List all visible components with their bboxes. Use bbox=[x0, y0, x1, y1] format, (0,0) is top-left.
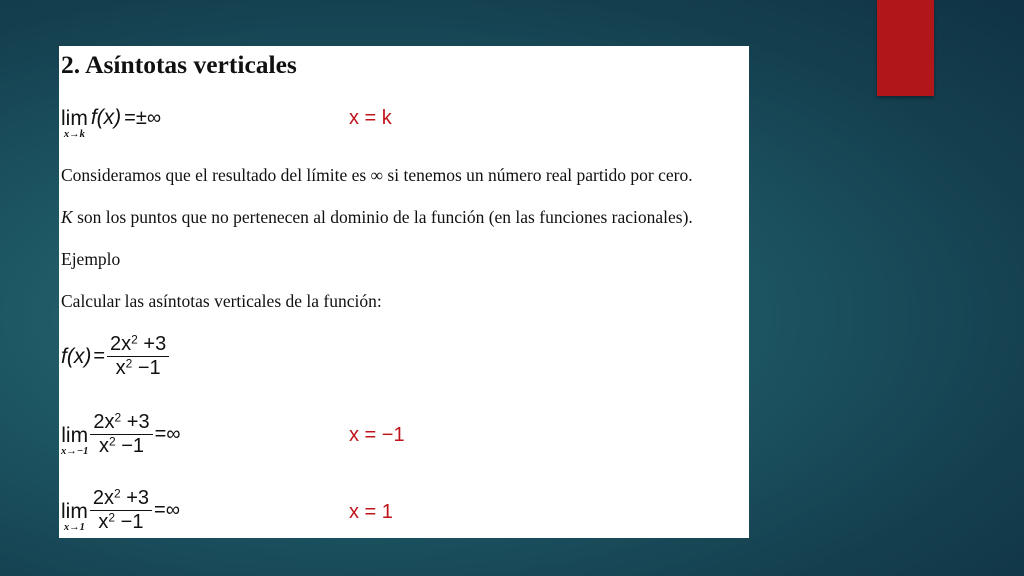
function-expression: f(x) bbox=[90, 106, 122, 130]
lim-operator bbox=[61, 425, 88, 458]
fraction-denominator: $x^2 -1$ bbox=[98, 434, 144, 457]
limit-result: =∞ bbox=[154, 422, 181, 445]
lim-word: lim bbox=[61, 107, 88, 130]
example-label: Ejemplo bbox=[61, 249, 121, 269]
fraction-denominator: $x^2 -1$ bbox=[115, 356, 161, 379]
slide-title: 2. Asíntotas verticales bbox=[61, 50, 297, 79]
red-accent-bar bbox=[877, 0, 934, 96]
limit-result: =∞ bbox=[154, 498, 180, 521]
function-lhs: f(x) bbox=[61, 344, 92, 368]
instruction-text: Calcular las asíntotas verticales de la función: bbox=[61, 291, 382, 311]
general-asymptote: x = k bbox=[349, 107, 392, 129]
fraction-denominator: $x^2 -1$ bbox=[98, 510, 144, 533]
function-definition bbox=[61, 334, 169, 379]
k-variable: K bbox=[61, 207, 73, 227]
general-limit-formula bbox=[61, 108, 161, 141]
limit-minus-one-formula bbox=[61, 411, 181, 458]
limit-fraction bbox=[90, 412, 152, 457]
lim-word: lim bbox=[61, 424, 89, 447]
paragraph-k-points bbox=[61, 207, 693, 228]
fraction-numerator: $2x^2 +3$ bbox=[107, 334, 169, 357]
lim-operator bbox=[61, 501, 88, 534]
fraction-numerator: $2x^2 +3$ bbox=[90, 412, 152, 435]
limit-one-formula bbox=[61, 487, 180, 534]
equals-sign: = bbox=[93, 345, 106, 367]
lim-subscript: x→−1 bbox=[61, 446, 89, 457]
lim-operator bbox=[61, 108, 88, 141]
slide-content-image bbox=[59, 46, 749, 538]
k-points-text: son los puntos que no pertenecen al dominio de la función (en las funciones racionales). bbox=[72, 207, 693, 227]
lim-subscript: x→k bbox=[63, 129, 85, 140]
paragraph-infinite-result: Consideramos que el resultado del límite es ∞ si tenemos un número real partido por cero. bbox=[61, 165, 693, 185]
lim-word: lim bbox=[61, 500, 88, 523]
limit-fraction bbox=[90, 488, 152, 533]
lim-subscript: x→1 bbox=[63, 522, 85, 533]
asymptote-one: x = 1 bbox=[349, 501, 393, 523]
asymptote-minus-one: x = −1 bbox=[349, 424, 405, 446]
function-fraction bbox=[107, 334, 169, 379]
fraction-numerator: $2x^2 +3$ bbox=[90, 488, 152, 511]
limit-result: =±∞ bbox=[124, 106, 162, 129]
